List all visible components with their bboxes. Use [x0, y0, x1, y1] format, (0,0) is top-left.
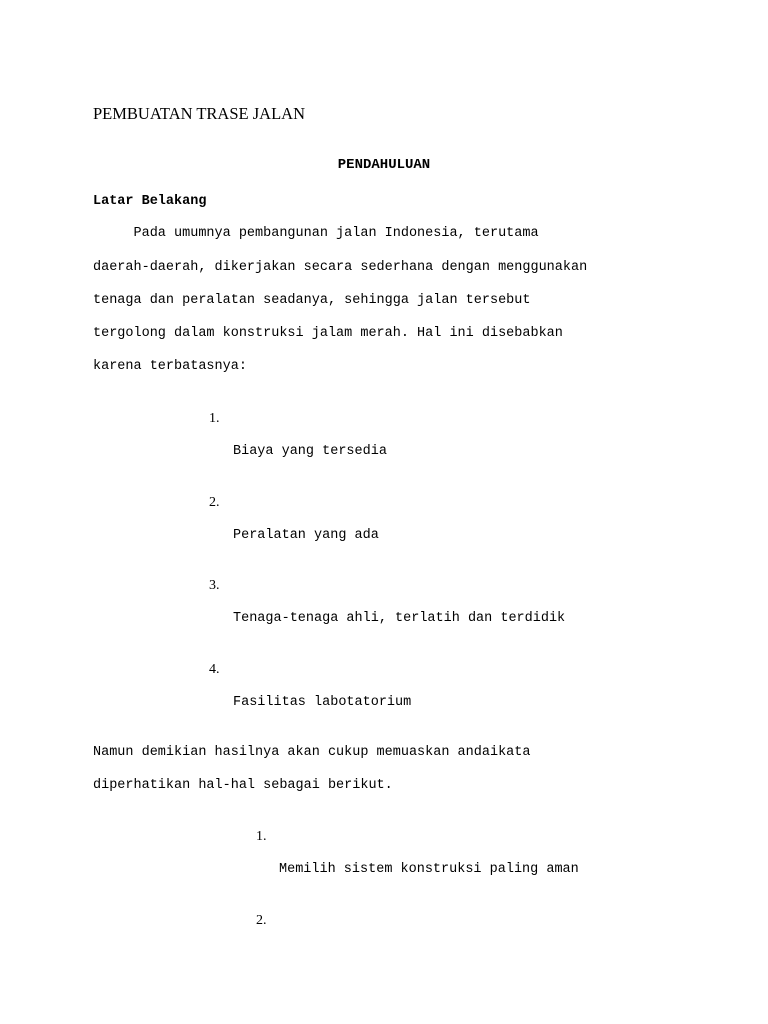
paragraph1-line: daerah-daerah, dikerjakan secara sederhana dengan menggunakan: [93, 260, 588, 275]
list1-item: Peralatan yang ada: [233, 528, 379, 543]
list1-item: Biaya yang tersedia: [233, 444, 387, 459]
list2-number: 1.: [256, 829, 267, 844]
list1-number: 3.: [209, 578, 220, 593]
list2-number: 2.: [256, 913, 267, 928]
list2-item: Memilih sistem konstruksi paling aman: [279, 862, 579, 877]
paragraph1-line: tenaga dan peralatan seadanya, sehingga jalan tersebut: [93, 293, 531, 308]
paragraph1-line: karena terbatasnya:: [93, 359, 247, 374]
list1-number: 1.: [209, 411, 220, 426]
paragraph1-line: tergolong dalam konstruksi jalam merah. Hal ini disebabkan: [93, 326, 563, 341]
section-heading: [0, 157, 768, 173]
paragraph2-line: Namun demikian hasilnya akan cukup memuaskan andaikata: [93, 745, 531, 760]
list1-item: Fasilitas labotatorium: [233, 695, 412, 710]
section-heading-text: PENDAHULUAN: [337, 157, 431, 173]
list1-number: 4.: [209, 662, 220, 677]
list1-number: 2.: [209, 495, 220, 510]
document-title: PEMBUATAN TRASE JALAN: [93, 104, 305, 123]
list1-item: Tenaga-tenaga ahli, terlatih dan terdidik: [233, 611, 566, 626]
paragraph2-line: diperhatikan hal-hal sebagai berikut.: [93, 778, 393, 793]
subsection-heading: Latar Belakang: [93, 194, 207, 209]
paragraph1-line: Pada umumnya pembangunan jalan Indonesia, terutama: [93, 226, 539, 241]
